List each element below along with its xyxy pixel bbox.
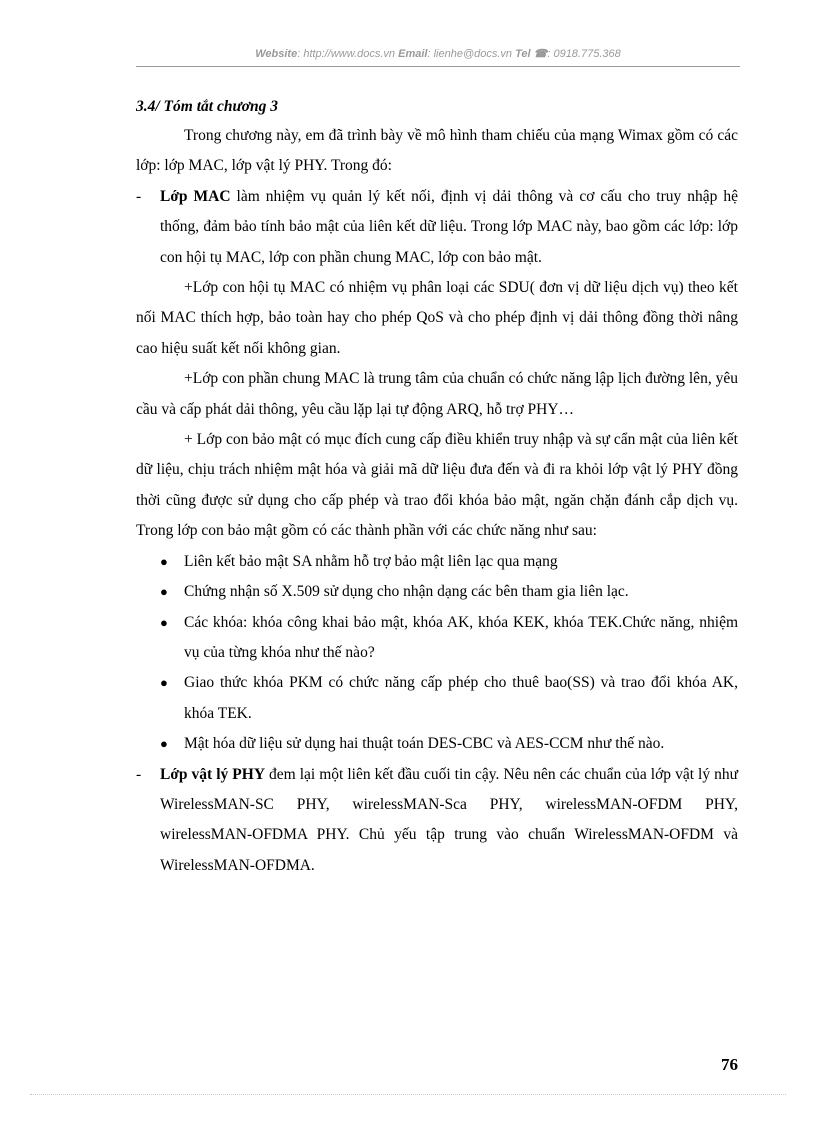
- footer-divider: [30, 1094, 786, 1095]
- bullet-text: Các khóa: khóa công khai bảo mật, khóa AK, khóa KEK, khóa TEK.Chức năng, nhiệm vụ của từng khóa như thế nào?: [184, 613, 738, 661]
- bullet-text: Liên kết bảo mật SA nhằm hỗ trợ bảo mật liên lạc qua mạng: [184, 552, 558, 570]
- phy-layer-text: đem lại một liên kết đầu cuối tin cậy. Nêu nên các chuẩn của lớp vật lý như WirelessMAN-SC PHY, wirelessMAN-Sca PHY, wirelessMAN-OFDM PHY, wirelessMAN-OFDMA PHY. Chủ yếu tập trung vào chuẩn WirelessMAN-OFDM và WirelessMAN-OFDMA.: [160, 765, 738, 874]
- bullet-icon: ●: [160, 736, 168, 752]
- sublayer-paragraph-convergence: +Lớp con hội tụ MAC có nhiệm vụ phân loại các SDU( đơn vị dữ liệu dịch vụ) theo kết nối MAC thích hợp, bảo toàn hay cho phép QoS và cho phép định vị dải thông đồng thời nâng cao hiệu suất kết nối không gian.: [136, 279, 738, 357]
- page-header: [136, 47, 740, 60]
- bullet-icon: ●: [160, 614, 168, 630]
- phy-layer-item: [136, 760, 738, 882]
- mac-layer-item: [136, 182, 738, 273]
- bullet-icon: ●: [160, 675, 168, 691]
- mac-layer-text: làm nhiệm vụ quản lý kết nối, định vị dải thông và cơ cấu cho truy nhập hệ thống, đảm bảo tính bảo mật của liên kết dữ liệu. Trong lớp MAC này, bao gồm các lớp: lớp con hội tụ MAC, lớp con phần chung MAC, lớp con bảo mật.: [160, 187, 738, 266]
- mac-layer-term: Lớp MAC: [160, 187, 231, 205]
- sublayer-paragraph-common-part: +Lớp con phần chung MAC là trung tâm của chuẩn có chức năng lập lịch đường lên, yêu cầu và cấp phát dải thông, yêu cầu lặp lại tự động ARQ, hỗ trợ PHY…: [136, 370, 738, 418]
- tel-value: : 0918.775.368: [547, 48, 621, 60]
- tel-label: Tel: [515, 48, 531, 60]
- bullet-text: Giao thức khóa PKM có chức năng cấp phép cho thuê bao(SS) và trao đổi khóa AK, khóa TEK.: [184, 674, 738, 722]
- bullet-item: [136, 608, 738, 669]
- website-label: Website: [255, 48, 298, 60]
- email-value: : lienhe@docs.vn: [427, 48, 513, 60]
- website-value: : http://www.docs.vn: [297, 48, 396, 60]
- bullet-text: Chứng nhận số X.509 sử dụng cho nhận dạng các bên tham gia liên lạc.: [184, 583, 629, 601]
- bullet-icon: ●: [160, 584, 168, 600]
- header-divider: [136, 66, 740, 67]
- page-number: 76: [721, 1055, 738, 1074]
- phy-layer-term: Lớp vật lý PHY: [160, 765, 266, 783]
- dash-marker: -: [136, 765, 142, 783]
- sublayer-paragraph-security: + Lớp con bảo mật có mục đích cung cấp điều khiển truy nhập và sự cẩn mật của liên kết dữ liệu, chịu trách nhiệm mật hóa và giải mã dữ liệu đưa đến và đi ra khỏi lớp vật lý PHY đồng thời cũng được sử dụng cho cấp phép và trao đổi khóa bảo mật, ngăn chặn đánh cắp dịch vụ. Trong lớp con bảo mật gồm có các thành phần với các chức năng như sau:: [136, 431, 738, 540]
- bullet-item: [136, 729, 738, 759]
- intro-paragraph: Trong chương này, em đã trình bày về mô hình tham chiếu của mạng Wimax gồm có các lớp: lớp MAC, lớp vật lý PHY. Trong đó:: [136, 127, 738, 175]
- email-label: Email: [398, 48, 428, 60]
- dash-marker: -: [136, 187, 142, 205]
- bullet-item: [136, 577, 738, 607]
- bullet-item: [136, 547, 738, 577]
- bullet-text: Mật hóa dữ liệu sử dụng hai thuật toán DES-CBC và AES-CCM như thế nào.: [184, 735, 665, 753]
- bullet-item: [136, 668, 738, 729]
- document-body: [136, 121, 738, 881]
- phone-icon: ☎: [533, 48, 548, 60]
- bullet-icon: ●: [160, 553, 168, 569]
- section-title: 3.4/ Tóm tắt chương 3: [136, 98, 279, 115]
